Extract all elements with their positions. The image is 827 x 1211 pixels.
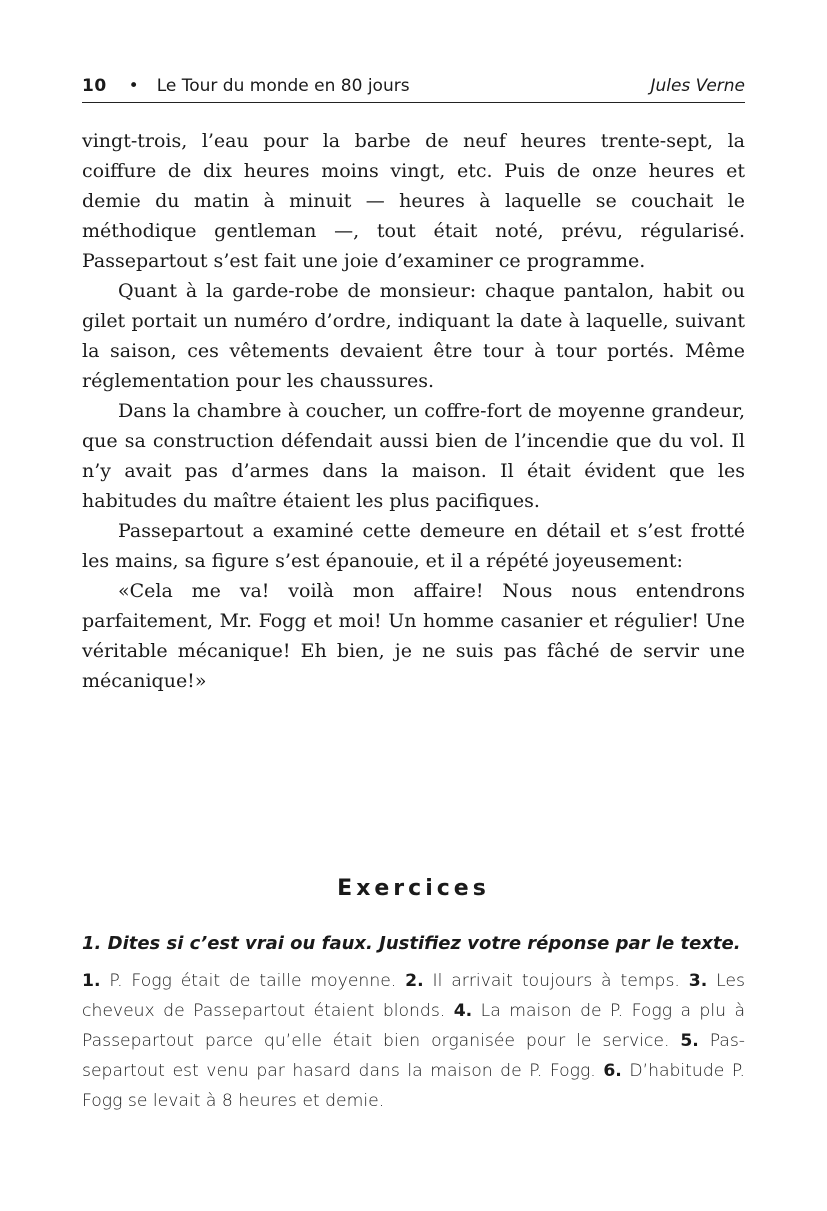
exercise-item-number: 5. bbox=[680, 1031, 699, 1051]
author-name: Jules Verne bbox=[650, 76, 745, 96]
exercise-item-number: 3. bbox=[688, 971, 708, 991]
running-header-left bbox=[82, 76, 410, 96]
paragraph: vingt-trois, l’eau pour la barbe de neuf heures trente-sept, la coiffure de dix heures moins vingt, etc. Puis de onze heures et demie du matin à minuit — heures à laquelle se couchait le méthodique gentleman —, tout était noté, prévu, régularisé. Passepartout s’est fait une joie d’examiner ce programme. bbox=[82, 130, 745, 272]
paragraph: «Cela me va! voilà mon affaire! Nous nous entendrons parfaitement, Mr. Fogg et moi! Un homme casanier et régulier! Une véritable mécanique! Eh bien, je ne suis pas fâché de servir une mécanique!» bbox=[82, 580, 745, 692]
exercise-item-text: Il arrivait toujours à temps. bbox=[432, 971, 680, 991]
exercise-item-text: Les cheveux de Passepartout étaient blonds. bbox=[82, 971, 745, 1021]
exercise-item-number: 1. bbox=[82, 971, 101, 991]
paragraph: Passepartout a examiné cette demeure en détail et s’est frotté les mains, sa figure s’est épanouie, et il a répété joyeusement: bbox=[82, 520, 745, 572]
header-bullet: • bbox=[128, 76, 139, 96]
exercise-item-text: La maison de P. Fogg a plu à Passepartout parce qu’elle était bien organisée pour le service. bbox=[82, 1001, 745, 1051]
exercise-heading: 1. Dites si c’est vrai ou faux. Justifiez votre réponse par le texte. bbox=[82, 933, 741, 954]
exercise-item-number: 2. bbox=[405, 971, 424, 991]
page-number: 10 bbox=[82, 76, 107, 96]
exercise-item-number: 6. bbox=[603, 1061, 622, 1081]
book-title: Le Tour du monde en 80 jours bbox=[156, 76, 410, 96]
exercises-title: Exercices bbox=[337, 876, 490, 901]
exercise-item-text: Passepartout est venu par hasard dans la maison de P. Fogg. bbox=[82, 1031, 745, 1081]
exercise-item-text: D’habitude P. Fogg se levait à 8 heures et demie. bbox=[82, 1061, 745, 1111]
paragraph: Dans la chambre à coucher, un coffre-fort de moyenne grandeur, que sa construction défendait aussi bien de l’incendie que du vol. Il n’y avait pas d’armes dans la maison. Il était évident que les habitudes du maître étaient les plus pacifiques. bbox=[82, 400, 745, 512]
exercise-item-text: P. Fogg était de taille moyenne. bbox=[109, 971, 397, 991]
body-text bbox=[82, 126, 745, 696]
exercise-items bbox=[82, 966, 745, 1116]
running-header bbox=[82, 72, 745, 103]
paragraph: Quant à la garde-robe de monsieur: chaque pantalon, habit ou gilet portait un numéro d’ordre, indiquant la date à laquelle, suivant la saison, ces vêtements devaient être tour à tour portés. Même réglementation pour les chaussures. bbox=[82, 280, 745, 392]
exercise-item-number: 4. bbox=[453, 1001, 473, 1021]
